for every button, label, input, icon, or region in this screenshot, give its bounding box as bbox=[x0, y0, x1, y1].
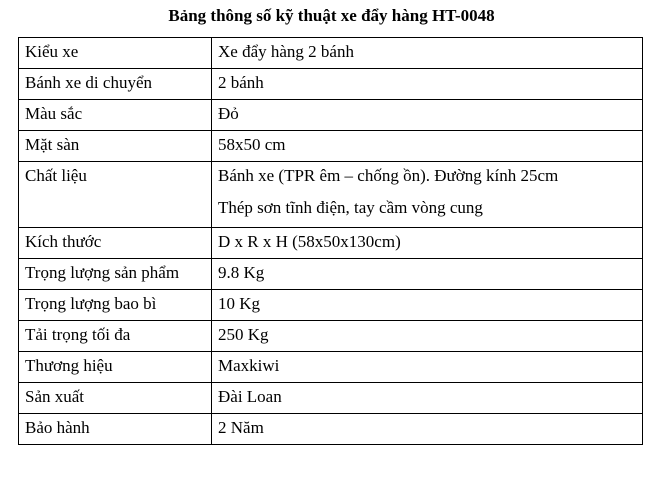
row-label: Kiểu xe bbox=[19, 38, 212, 69]
table-title: Bảng thông số kỹ thuật xe đẩy hàng HT-0048 bbox=[168, 6, 495, 25]
table-row bbox=[19, 321, 643, 352]
row-value-line-2: Thép sơn tĩnh điện, tay cầm vòng cung bbox=[218, 198, 483, 217]
row-value: Đỏ bbox=[212, 100, 643, 131]
row-value: 2 bánh bbox=[212, 69, 643, 100]
table-row bbox=[19, 69, 643, 100]
table-row bbox=[19, 414, 643, 445]
row-label: Mặt sàn bbox=[19, 131, 212, 162]
row-label: Bảo hành bbox=[19, 414, 212, 445]
row-value: 9.8 Kg bbox=[212, 259, 643, 290]
row-value: Đài Loan bbox=[212, 383, 643, 414]
table-row bbox=[19, 352, 643, 383]
row-label: Màu sắc bbox=[19, 100, 212, 131]
row-label: Sản xuất bbox=[19, 383, 212, 414]
table-row bbox=[19, 38, 643, 69]
table-row bbox=[19, 383, 643, 414]
row-label: Trọng lượng sản phẩm bbox=[19, 259, 212, 290]
spec-table bbox=[18, 37, 643, 445]
row-label: Thương hiệu bbox=[19, 352, 212, 383]
row-value-multiline bbox=[212, 162, 643, 228]
row-label: Tải trọng tối đa bbox=[19, 321, 212, 352]
row-value: D x R x H (58x50x130cm) bbox=[212, 228, 643, 259]
row-label: Trọng lượng bao bì bbox=[19, 290, 212, 321]
table-row bbox=[19, 290, 643, 321]
row-value: 250 Kg bbox=[212, 321, 643, 352]
table-row bbox=[19, 162, 643, 228]
row-label: Bánh xe di chuyển bbox=[19, 69, 212, 100]
table-row bbox=[19, 259, 643, 290]
row-value: 2 Năm bbox=[212, 414, 643, 445]
row-value: 10 Kg bbox=[212, 290, 643, 321]
row-value: Xe đẩy hàng 2 bánh bbox=[212, 38, 643, 69]
table-row bbox=[19, 100, 643, 131]
row-label: Chất liệu bbox=[19, 162, 212, 228]
row-value: Maxkiwi bbox=[212, 352, 643, 383]
table-row bbox=[19, 228, 643, 259]
row-label: Kích thước bbox=[19, 228, 212, 259]
table-row bbox=[19, 131, 643, 162]
row-value: 58x50 cm bbox=[212, 131, 643, 162]
row-value-line-1: Bánh xe (TPR êm – chống ồn). Đường kính 25cm bbox=[218, 166, 559, 185]
